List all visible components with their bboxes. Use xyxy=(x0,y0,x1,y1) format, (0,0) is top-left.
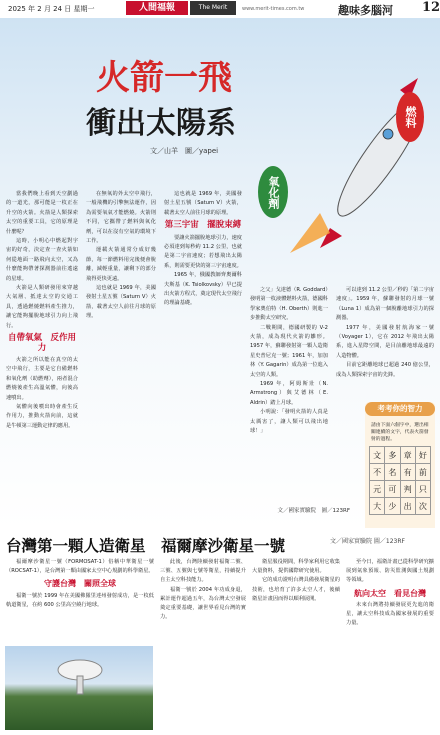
headline-line-1 xyxy=(96,50,232,99)
grid-cell: 少 xyxy=(385,498,400,515)
oxidizer-label: 氧化劑 xyxy=(258,166,288,218)
quiz-header: 考考你的智力 xyxy=(365,402,435,416)
paragraph: 火箭是人類研發用來穿越大氣層、抵達太空的交通工具，透過燃燒燃料產生推力，讓它能夠擺脫地球引力向上飛行。 xyxy=(6,285,78,329)
paragraph: 目前它距離地球已超過 240 億公里，成為人類探索宇宙的先鋒。 xyxy=(336,362,434,378)
paragraph: 這時，小明心中燃起對宇宙的好奇，決定查一查火箭如何從地面一路飛向太空，又為什麼能夠帶著探測器前往遙遠的星球。 xyxy=(6,238,78,282)
paragraph: 福衛一號於 1999 年在美國佛羅里達州發射成功，是一枚低軌道衛星，在約 600 公里高空繞行地球。 xyxy=(6,592,154,608)
article-column-3 xyxy=(250,286,328,437)
quiz-grid xyxy=(369,446,431,515)
fuel-label: 燃料 xyxy=(396,92,424,142)
paragraph: 小明說：「發明火箭的人真是太厲害了，讓人類可以飛出地球！」 xyxy=(250,409,328,435)
grid-cell: 不 xyxy=(370,464,385,481)
paragraph: 衛星服役期間，科學家利用它收集大量資料，提供國際研究使用。 xyxy=(252,559,340,575)
article-column-4 xyxy=(336,286,434,380)
page-number: 12 xyxy=(422,0,440,15)
bottom-column-2 xyxy=(160,558,246,622)
grid-cell: 名 xyxy=(385,464,400,481)
grid-cell: 有 xyxy=(400,464,415,481)
headline-line-2: 衝出太陽系 xyxy=(86,106,236,141)
quiz-question: 請由下面六個字中，選出相關連續的文字，代表火箭發射的過程。 xyxy=(371,423,429,442)
grid-cell: 判 xyxy=(400,481,415,498)
grid-cell: 前 xyxy=(415,464,430,481)
bottom-article xyxy=(0,528,440,735)
bottom-column-4 xyxy=(346,558,434,628)
grid-cell: 章 xyxy=(400,447,415,464)
paragraph: 氣體向後噴出時會產生反作用力，推動火箭向前，這就是牛頓第三運動定律的應用。 xyxy=(6,403,78,429)
article-column-1 xyxy=(6,190,78,431)
bottom-column-1 xyxy=(6,558,154,610)
page-header xyxy=(0,0,440,20)
paragraph: 火箭之所以能在真空的太空中飛行，主要是它自備燃料和氧化劑（助燃劑），兩者混合燃燒後產生高溫氣體，向後高速噴出。 xyxy=(6,356,78,401)
bottom-author: 文／國家實驗院 圖／123RF xyxy=(330,538,405,545)
grid-cell: 多 xyxy=(385,447,400,464)
grid-cell: 元 xyxy=(370,481,385,498)
headline-rest: 一飛 xyxy=(164,58,232,98)
grid-cell: 次 xyxy=(415,498,430,515)
bottom-column-3 xyxy=(252,558,340,604)
article-column-2b xyxy=(164,190,242,309)
satellite-dish-icon xyxy=(53,656,107,696)
paragraph: 此後，台灣陸續發射福衛二號、三號、五號與七號等衛星，持續提升自主太空科技能力。 xyxy=(160,559,246,584)
paragraph: 至今日，福衛計畫已從科學研究擴展到氣象預報、防災監測與國土規劃等領域。 xyxy=(346,559,434,584)
paragraph: 1977 年，美國發射航海家一號（Voyager 1），它在 2012 年飛出太陽系，進入星際空間，是目前離地球最遠的人造物體。 xyxy=(336,324,434,359)
section-title: 趣味多腦河 xyxy=(338,4,393,17)
grid-cell: 可 xyxy=(385,481,400,498)
grid-cell: 大 xyxy=(370,498,385,515)
paragraph: 運載火箭通常分成好幾節，每一節燃料用完後便會脫離，減輕重量，讓剩下的部分飛得更快更遠。 xyxy=(86,247,156,282)
bottom-headline: 台灣第一顆人造衛星 福爾摩沙衛星一號 xyxy=(6,536,286,555)
grid-cell: 好 xyxy=(415,447,430,464)
paragraph: 它的成功證明台灣具備發展衛星的技術，也培育了許多太空人才，後續衛星計畫因而得以順利展開。 xyxy=(252,577,340,602)
paragraph: 這也就是 1969 年，美國發射土星五號（Saturn V）火箭，載著太空人前往月球的原理。 xyxy=(86,285,156,320)
newspaper-logo: 人間福報 xyxy=(126,1,188,15)
paragraph: 當我們晚上看到天空劃過的一道光，那可能是一枚正在升空的火箭。火箭是人類探索太空的重要工具，它的原理是什麼呢？ xyxy=(6,191,78,235)
paragraph: 1965 年，俄國教師齊奧爾科夫斯基（K. Tsiolkovsky）早已提出火箭方程式，奠定現代太空飛行的理論基礎。 xyxy=(164,272,242,307)
paragraph: 二戰期間，德國研製的 V-2 火箭，成為現代火箭的雛形。1957 年，蘇聯發射第一顆人造衛星史普尼克一號；1961 年，加加林（Y. Gagarin）成為第一位進入太空的人類。 xyxy=(250,324,328,378)
subheading-taiwan: 守護台灣 關照全球 xyxy=(44,579,116,589)
rocket-illustration-icon xyxy=(260,38,420,268)
grid-cell: 只 xyxy=(415,481,430,498)
hero-section xyxy=(0,18,440,528)
header-url: www.merit-times.com.tw xyxy=(242,6,305,12)
headline-red: 火箭 xyxy=(96,58,164,98)
subheading-escape: 第三宇宙 擺脫束縛 xyxy=(164,220,242,231)
paragraph: 要讓火箭擺脫地球引力，速度必須達到每秒約 11.2 公里，也就是第二宇宙速度；若想飛出太陽系，則需要更快的第三宇宙速度。 xyxy=(164,234,242,269)
subheading-future: 航向太空 看見台灣 xyxy=(354,588,426,598)
article-author: 文／山羊 圖／yapei xyxy=(150,147,219,155)
paragraph: 可以達到 11.2 公里／秒的「第二宇宙速度」。1959 年，蘇聯發射的月球一號（Luna 1）成為第一個脫離地球引力的探測器。 xyxy=(336,287,434,322)
paragraph: 之父」戈達德（R. Goddard）發明第一枚液體燃料火箭，德國科學家奧伯特（H. Oberth）則進一步推動太空研究。 xyxy=(250,287,328,322)
satellite-dish-photo xyxy=(5,646,153,730)
grid-cell: 文 xyxy=(370,447,385,464)
paragraph: 在無氧的外太空中飛行，一般飛機的引擎無法運作，因為需要氧氣才能燃燒。火箭則不同，它攜帶了燃料與氧化劑，可以在沒有空氣的環境下工作。 xyxy=(86,191,156,245)
article-column-2 xyxy=(86,190,156,322)
grid-cell: 出 xyxy=(400,498,415,515)
article-source: 文／國家實驗院 圖／123RF xyxy=(277,508,350,514)
subheading-oxygen: 自帶氧氣 反作用力 xyxy=(7,333,76,353)
paragraph: 未來台灣將持續發展更先進的衛星，讓太空科技成為國家發展的重要力量。 xyxy=(346,601,434,627)
newspaper-logo-en: The Merit xyxy=(190,1,236,15)
header-date: 2025 年 2 月 24 日 星期一 xyxy=(8,5,95,13)
paragraph: 1969 年，阿姆斯壯（N. Armstrong）與艾德林（E. Aldrin）踏上月球。 xyxy=(250,381,328,406)
paragraph: 這也就是 1969 年，美國發射土星五號（Saturn V）火箭，載著太空人前往月球的原理。 xyxy=(164,191,242,216)
paragraph: 福爾摩沙衛星一號（FORMOSAT-1）俗稱中華衛星一號（ROCSAT-1），是台灣第一顆由國家太空中心規劃的科學衛星。 xyxy=(6,559,154,575)
paragraph: 福衛一號於 2004 年功成身退，累計運作超過五年，為台灣太空發展奠定重要基礎，讓世界看見台灣的實力。 xyxy=(160,586,246,621)
quiz-box xyxy=(365,402,435,544)
